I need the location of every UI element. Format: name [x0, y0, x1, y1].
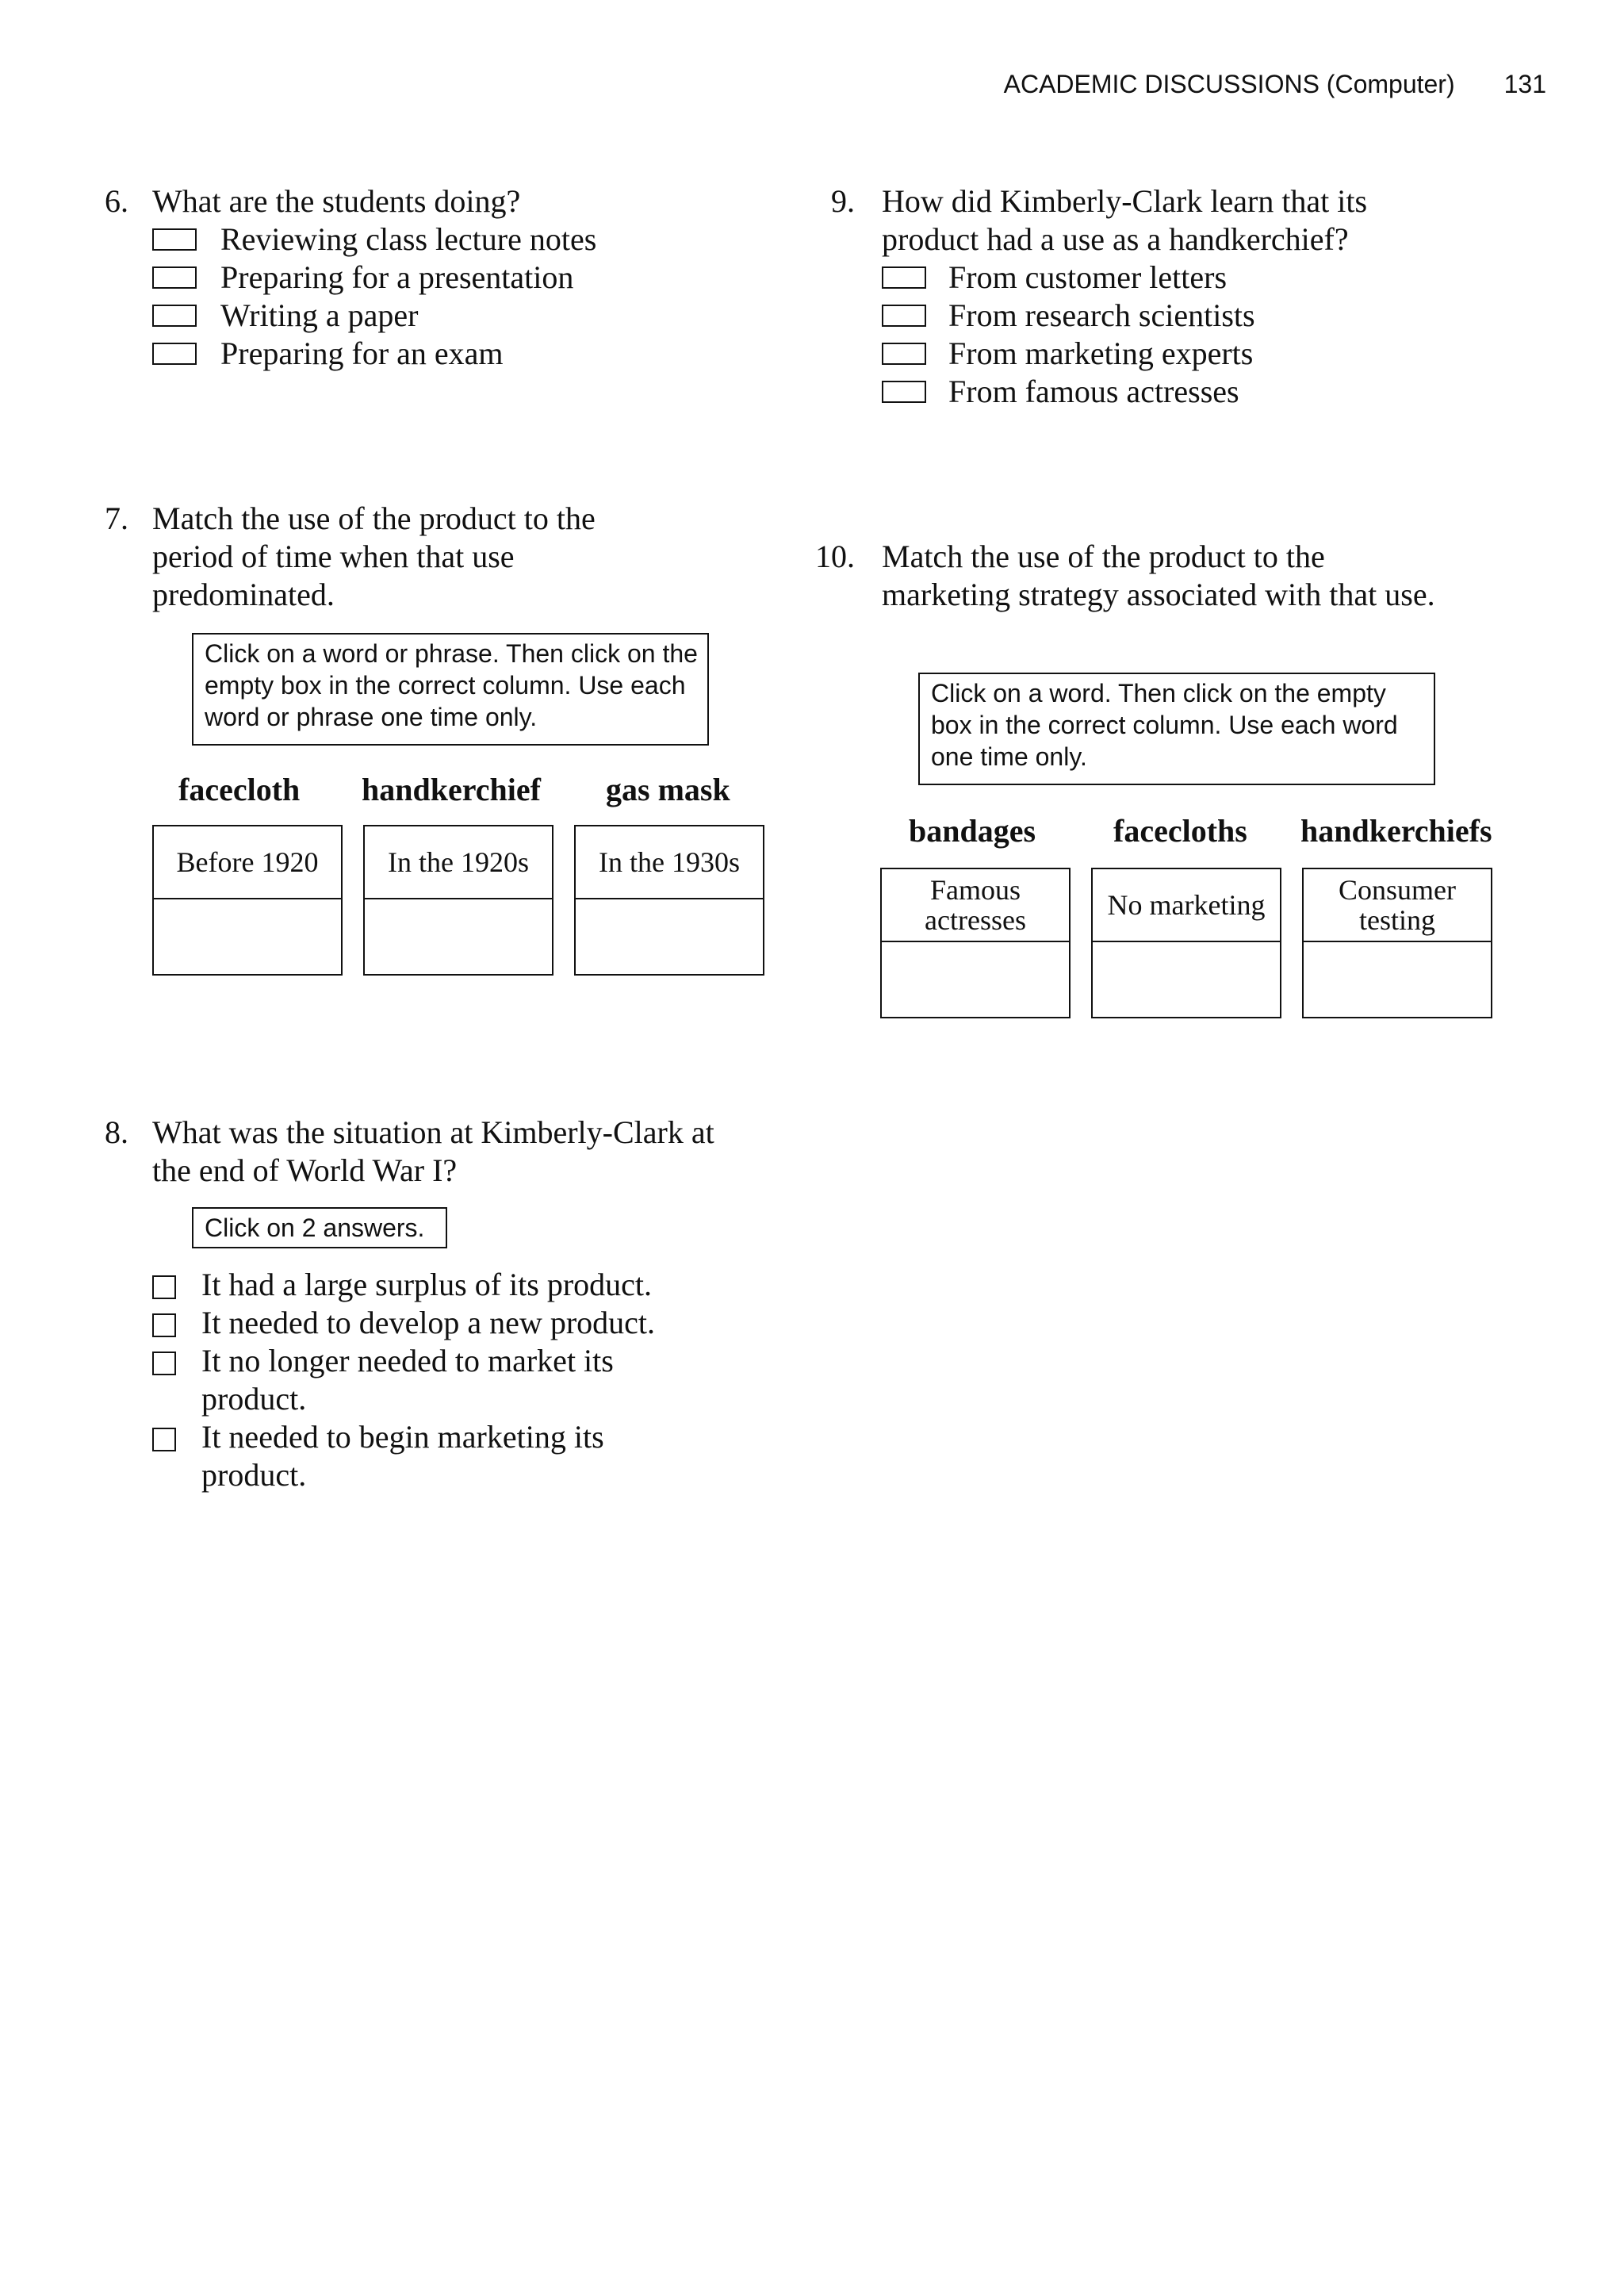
question-text: Match the use of the product to the period of time when that use predominated.: [152, 500, 596, 612]
checkbox[interactable]: [152, 343, 197, 365]
match-column-no-marketing: [1091, 868, 1281, 1018]
question-number: 10.: [815, 539, 855, 574]
word-facecloths[interactable]: facecloths: [1113, 813, 1247, 849]
option-label: From research scientists: [948, 297, 1255, 333]
question-text: How did Kimberly-Clark learn that its product had a use as a handkerchief?: [882, 183, 1368, 257]
checkbox[interactable]: [882, 343, 926, 365]
instruction-box: Click on a word. Then click on the empty box in the correct column. Use each word one time only.: [918, 673, 1435, 785]
question-number: 8.: [105, 1114, 128, 1150]
checkbox[interactable]: [152, 305, 197, 327]
checkbox[interactable]: [152, 228, 197, 251]
word-handkerchiefs[interactable]: handkerchiefs: [1300, 813, 1492, 849]
option-label: It needed to develop a new product.: [201, 1305, 656, 1340]
option-label: It had a large surplus of its product.: [201, 1267, 653, 1302]
match-column-1930s: [574, 825, 764, 976]
checkbox[interactable]: [152, 1275, 176, 1299]
word-handkerchief[interactable]: handkerchief: [362, 772, 541, 807]
section-title: ACADEMIC DISCUSSIONS (Computer): [1003, 70, 1455, 98]
question-10: [806, 538, 1535, 665]
option-label: Reviewing class lecture notes: [220, 221, 597, 257]
option-label: Writing a paper: [220, 297, 419, 333]
match-column-famous-actresses: [880, 868, 1071, 1018]
column-header: No marketing: [1093, 869, 1280, 942]
empty-drop-box[interactable]: [882, 942, 1069, 1016]
question-6: [97, 182, 668, 389]
match-column-1920s: [363, 825, 553, 976]
instruction-box: Click on a word or phrase. Then click on the empty box in the correct column. Use each word or phrase one time only.: [192, 633, 709, 746]
column-header: Consumer testing: [1304, 869, 1491, 942]
empty-drop-box[interactable]: [1304, 942, 1491, 1016]
match-column-before-1920: [152, 825, 343, 976]
checkbox[interactable]: [882, 266, 926, 289]
empty-drop-box[interactable]: [365, 899, 552, 973]
empty-drop-box[interactable]: [154, 899, 341, 973]
option-label: From customer letters: [948, 259, 1228, 295]
question-text: What was the situation at Kimberly-Clark at the end of World War I?: [152, 1114, 714, 1188]
question-number: 9.: [831, 183, 855, 219]
column-header: In the 1920s: [365, 826, 552, 899]
checkbox[interactable]: [882, 305, 926, 327]
question-number: 6.: [105, 183, 128, 219]
checkbox[interactable]: [152, 1428, 176, 1451]
page-number: 131: [1503, 70, 1546, 98]
empty-drop-box[interactable]: [576, 899, 763, 973]
option-label: From marketing experts: [948, 335, 1254, 371]
column-header: Before 1920: [154, 826, 341, 899]
checkbox[interactable]: [152, 1352, 176, 1375]
option-label: From famous actresses: [948, 374, 1239, 409]
question-number: 7.: [105, 500, 128, 536]
checkbox[interactable]: [152, 266, 197, 289]
checkbox[interactable]: [882, 381, 926, 403]
question-9: [817, 182, 1530, 436]
match-column-consumer-testing: [1302, 868, 1492, 1018]
checkbox[interactable]: [152, 1313, 176, 1337]
word-gas-mask[interactable]: gas mask: [606, 772, 730, 807]
option-label: Preparing for a presentation: [220, 259, 574, 295]
question-text: What are the students doing?: [152, 183, 521, 219]
instruction-box: Click on 2 answers.: [192, 1207, 447, 1248]
question-text: Match the use of the product to the marketing strategy associated with that use.: [882, 539, 1435, 612]
empty-drop-box[interactable]: [1093, 942, 1280, 1016]
column-header: Famous actresses: [882, 869, 1069, 942]
option-label: It needed to begin marketing its product.: [201, 1419, 604, 1493]
page-header: [952, 70, 1546, 109]
option-label: It no longer needed to market its product.: [201, 1343, 614, 1417]
option-label: Preparing for an exam: [220, 335, 504, 371]
word-bandages[interactable]: bandages: [909, 813, 1036, 849]
column-header: In the 1930s: [576, 826, 763, 899]
word-facecloth[interactable]: facecloth: [178, 772, 301, 807]
